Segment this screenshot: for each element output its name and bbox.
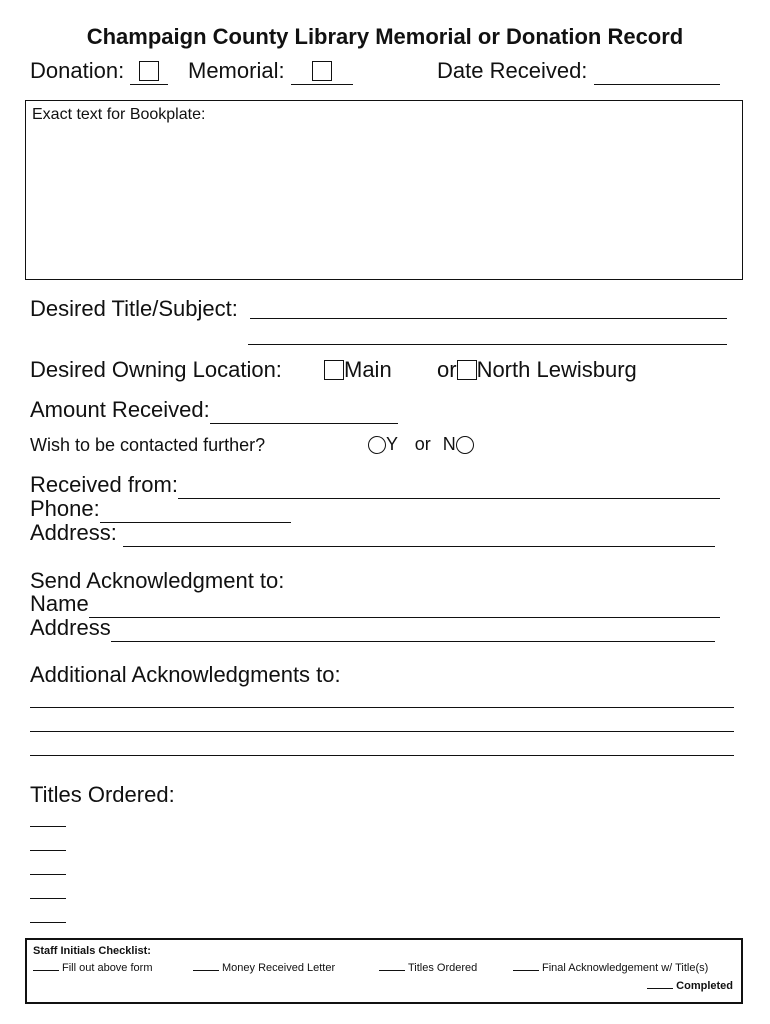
send-ack-name-label: Name bbox=[30, 591, 89, 616]
memorial-checkbox[interactable] bbox=[312, 61, 332, 81]
received-from-row bbox=[30, 472, 720, 499]
additional-ack-heading: Additional Acknowledgments to: bbox=[30, 662, 341, 687]
address-field[interactable] bbox=[123, 520, 715, 547]
contact-yes-radio[interactable] bbox=[368, 436, 386, 454]
date-received-label: Date Received: bbox=[437, 58, 588, 83]
staff-checklist-item bbox=[379, 962, 477, 974]
desired-title-line-1[interactable] bbox=[250, 318, 727, 319]
form-title: Champaign County Library Memorial or Donation Record bbox=[86, 24, 684, 49]
staff-checklist-completed-label: Completed bbox=[676, 980, 733, 992]
desired-title-line-2[interactable] bbox=[248, 344, 727, 345]
staff-checklist-item-label: Final Acknowledgement w/ Title(s) bbox=[542, 962, 709, 974]
titles-ordered-line-5[interactable] bbox=[30, 922, 66, 923]
desired-title-label: Desired Title/Subject: bbox=[30, 296, 238, 321]
send-ack-heading: Send Acknowledgment to: bbox=[30, 568, 285, 593]
amount-received-label: Amount Received: bbox=[30, 397, 210, 422]
address-label: Address: bbox=[30, 520, 117, 545]
owning-location-north bbox=[437, 357, 637, 383]
donation-checkbox[interactable] bbox=[139, 61, 159, 81]
staff-initials-blank[interactable] bbox=[193, 970, 219, 971]
send-ack-address-label: Address bbox=[30, 615, 111, 640]
titles-ordered-line-2[interactable] bbox=[30, 850, 66, 851]
memorial-row bbox=[188, 58, 353, 85]
owning-location-main bbox=[324, 357, 392, 383]
contact-or: or bbox=[414, 434, 431, 454]
north-lewisburg-label: North Lewisburg bbox=[476, 357, 637, 382]
staff-checklist-box bbox=[25, 938, 743, 1004]
staff-checklist-item-label: Money Received Letter bbox=[222, 962, 336, 974]
donation-label: Donation: bbox=[30, 58, 125, 83]
send-ack-address-field[interactable] bbox=[111, 615, 715, 642]
phone-row bbox=[30, 496, 291, 523]
contact-no-label: N bbox=[442, 434, 456, 454]
bookplate-label: Exact text for Bookplate: bbox=[32, 106, 206, 123]
send-ack-address-row bbox=[30, 615, 715, 642]
send-ack-name-row bbox=[30, 591, 720, 618]
staff-checklist-item bbox=[193, 962, 335, 974]
staff-initials-blank[interactable] bbox=[379, 970, 405, 971]
address-row bbox=[30, 520, 715, 547]
main-location-label: Main bbox=[344, 357, 392, 382]
contact-options bbox=[368, 434, 474, 455]
received-from-field[interactable] bbox=[178, 472, 720, 499]
titles-ordered-line-3[interactable] bbox=[30, 874, 66, 875]
date-received-field[interactable] bbox=[594, 58, 720, 85]
titles-ordered-heading: Titles Ordered: bbox=[30, 782, 175, 807]
contact-yes-label: Y bbox=[386, 434, 398, 454]
memorial-checkbox-line bbox=[291, 58, 353, 85]
staff-checklist-item-label: Titles Ordered bbox=[408, 962, 478, 974]
staff-initials-blank[interactable] bbox=[33, 970, 59, 971]
staff-checklist-heading: Staff Initials Checklist: bbox=[33, 945, 151, 957]
received-from-label: Received from: bbox=[30, 472, 178, 497]
staff-checklist-item bbox=[513, 962, 708, 974]
memorial-label: Memorial: bbox=[188, 58, 285, 83]
main-location-checkbox[interactable] bbox=[324, 360, 344, 380]
contact-question: Wish to be contacted further? bbox=[30, 435, 266, 455]
bookplate-text-area[interactable] bbox=[25, 100, 743, 280]
amount-received-row bbox=[30, 397, 398, 424]
amount-received-field[interactable] bbox=[210, 397, 398, 424]
date-received-row bbox=[437, 58, 720, 85]
phone-field[interactable] bbox=[100, 496, 291, 523]
staff-checklist-item-label: Fill out above form bbox=[62, 962, 153, 974]
staff-checklist-completed bbox=[647, 980, 733, 992]
owning-location-label: Desired Owning Location: bbox=[30, 357, 282, 382]
staff-initials-blank[interactable] bbox=[647, 988, 673, 989]
additional-ack-line-3[interactable] bbox=[30, 755, 734, 756]
owning-location-or: or bbox=[437, 357, 457, 382]
staff-checklist-item bbox=[33, 962, 152, 974]
additional-ack-line-2[interactable] bbox=[30, 731, 734, 732]
donation-row bbox=[30, 58, 168, 85]
contact-no-radio[interactable] bbox=[456, 436, 474, 454]
send-ack-name-field[interactable] bbox=[89, 591, 720, 618]
additional-ack-line-1[interactable] bbox=[30, 707, 734, 708]
north-lewisburg-checkbox[interactable] bbox=[457, 360, 477, 380]
phone-label: Phone: bbox=[30, 496, 100, 521]
titles-ordered-line-1[interactable] bbox=[30, 826, 66, 827]
donation-checkbox-line bbox=[130, 58, 168, 85]
titles-ordered-line-4[interactable] bbox=[30, 898, 66, 899]
staff-initials-blank[interactable] bbox=[513, 970, 539, 971]
